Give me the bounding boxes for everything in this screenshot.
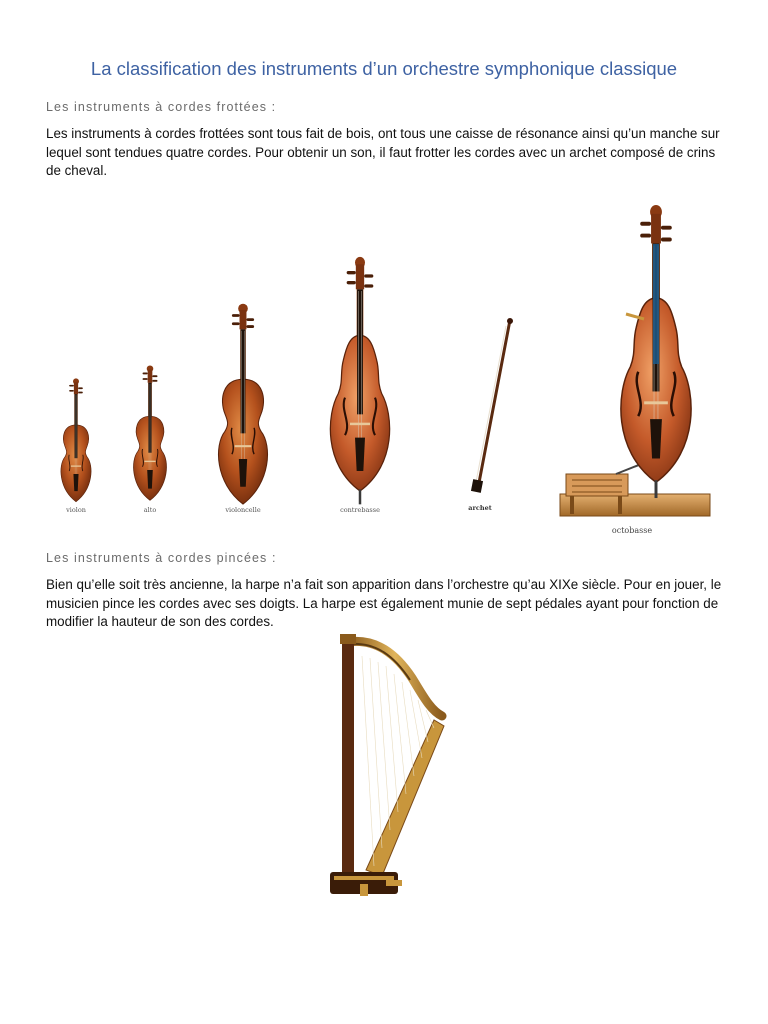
section-heading-plucked: Les instruments à cordes pincées : <box>46 551 277 565</box>
section-heading-bowed: Les instruments à cordes frottées : <box>46 100 277 114</box>
caption-violoncelle: violoncelle <box>225 506 261 514</box>
bow-image <box>468 316 516 498</box>
double-bass-image <box>305 256 415 506</box>
section-paragraph-plucked: Bien qu’elle soit très ancienne, la harpe n’a fait son apparition dans l’orchestre qu’au XIXe siècle. Pour en jouer, le musicien pince les cordes avec ses doigts. La harpe est également munie de sept pédales ayant pour fonction de modifier la hauteur de son des cordes. <box>46 577 722 629</box>
caption-alto: alto <box>143 506 157 514</box>
caption-contrebasse: contrebasse <box>340 506 380 514</box>
cello-image <box>198 303 288 511</box>
caption-violon: violon <box>66 506 86 514</box>
octobass-image <box>556 204 716 524</box>
page-title: La classification des instruments d’un orchestre symphonique classique <box>90 58 678 79</box>
viola-image <box>120 365 180 505</box>
caption-octobasse: octobasse <box>611 526 653 535</box>
caption-archet: archet <box>468 504 492 512</box>
violin-image <box>50 378 102 506</box>
section-paragraph-bowed: Les instruments à cordes frottées sont tous fait de bois, ont tous une caisse de résonance ainsi qu’un manche sur lequel sont tendues quatre cordes. Pour obtenir un son, il faut frotter les cordes avec un archet composé de crins de cheval. <box>46 126 720 178</box>
harp-image <box>326 634 450 900</box>
